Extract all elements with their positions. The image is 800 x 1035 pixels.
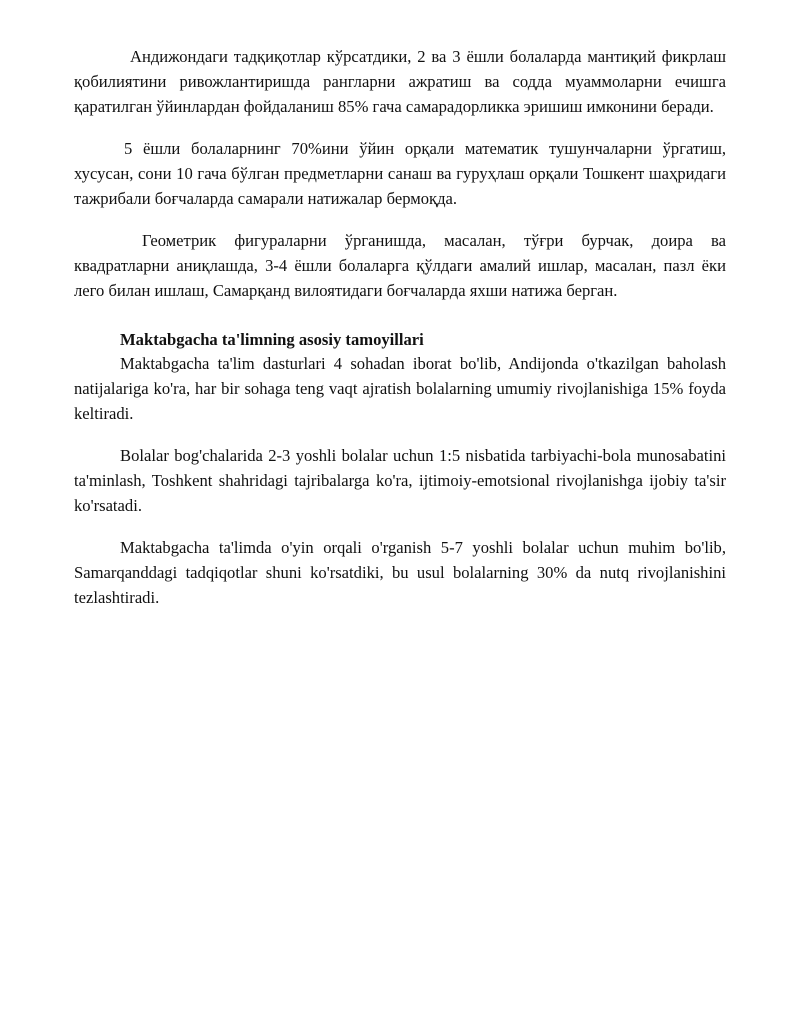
section-heading: Maktabgacha ta'limning asosiy tamoyillari xyxy=(120,330,424,349)
paragraph-teacher-ratio: Bolalar bog'chalarida 2-3 yoshli bolalar uchun 1:5 nisbatida tarbiyachi-bola munosabatini ta'minlash, Toshkent shahridagi tajribalarga ko'ra, ijtimoiy-emotsional rivojlanishga ijobiy ta'sir ko'rsatadi. xyxy=(74,446,726,515)
paragraph-play-learning: Maktabgacha ta'limda o'yin orqali o'rganish 5-7 yoshli bolalar uchun muhim bo'lib, Samarqanddagi tadqiqotlar shuni ko'rsatdiki, bu usul bolalarning 30% da nutq rivojlanishini tezlashtiradi. xyxy=(74,538,726,607)
paragraph-curriculum-areas: Maktabgacha ta'lim dasturlari 4 sohadan iborat bo'lib, Andijonda o'tkazilgan baholash natijalariga ko'ra, har bir sohaga teng vaqt ajratish bolalarning umumiy rivojlanishiga 15% foyda keltiradi. xyxy=(74,354,726,423)
document-body xyxy=(74,44,726,610)
paragraph-andijan-research: Андижондаги тадқиқотлар кўрсатдики, 2 ва 3 ёшли болаларда мантиқий фикрлаш қобилиятини ривожлантиришда рангларни ажратиш ва содда муаммоларни ечишга қаратилган ўйинлардан фойдаланиш 85% гача самарадорликка эришиш имконини беради. xyxy=(74,47,726,116)
paragraph-geometric-shapes: Геометрик фигураларни ўрганишда, масалан, тўғри бурчак, доира ва квадратларни аниқлашда, 3-4 ёшли болаларга қўлдаги амалий ишлар, масалан, пазл ёки лего билан ишлаш, Самарқанд вилоятидаги боғчаларда яхши натижа берган. xyxy=(74,231,726,300)
paragraph-math-concepts: 5 ёшли болаларнинг 70%ини ўйин орқали математик тушунчаларни ўргатиш, хусусан, сони 10 гача бўлган предметларни санаш ва гуруҳлаш орқали Тошкент шаҳридаги тажрибали боғчаларда самарали натижалар бермоқда. xyxy=(74,139,726,208)
